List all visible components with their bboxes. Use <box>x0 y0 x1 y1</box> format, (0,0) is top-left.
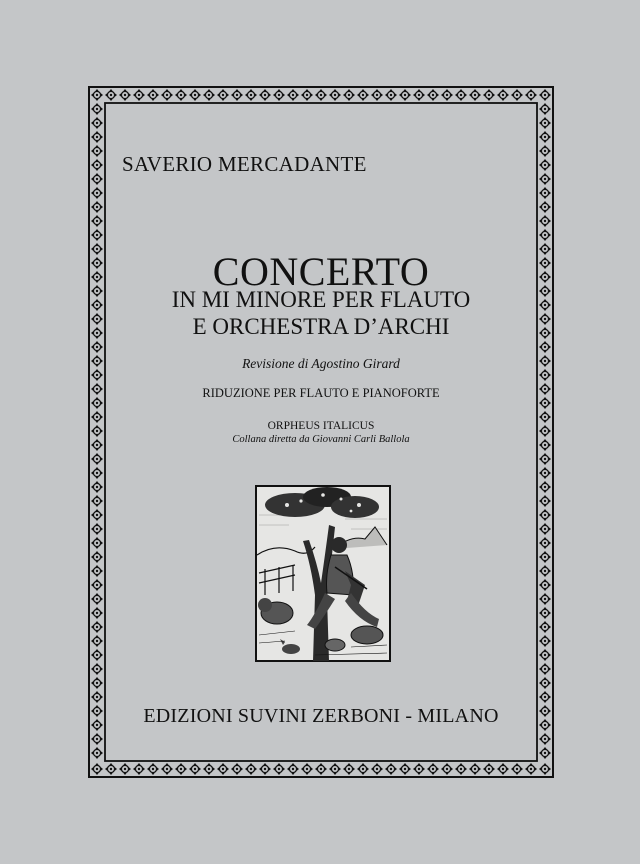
border-ornament <box>287 763 299 775</box>
border-ornament <box>539 691 551 703</box>
border-ornament <box>371 89 383 101</box>
border-ornament <box>91 173 103 185</box>
border-ornament <box>329 763 341 775</box>
border-ornament <box>441 763 453 775</box>
border-ornament <box>91 747 103 759</box>
border-ornament <box>539 89 551 101</box>
border-ornament <box>315 763 327 775</box>
border-ornament <box>91 145 103 157</box>
work-subtitle-line-1: IN MI MINORE PER FLAUTO <box>171 287 471 312</box>
border-ornament <box>133 763 145 775</box>
border-ornament <box>539 159 551 171</box>
border-ornament <box>91 509 103 521</box>
border-ornament <box>539 677 551 689</box>
border-ornament <box>189 763 201 775</box>
border-ornament <box>91 215 103 227</box>
border-ornament <box>91 467 103 479</box>
border-ornament <box>273 89 285 101</box>
border-ornament <box>525 763 537 775</box>
border-ornament <box>91 159 103 171</box>
border-ornament <box>91 635 103 647</box>
border-ornament <box>539 467 551 479</box>
border-ornament <box>91 537 103 549</box>
border-ornament <box>301 763 313 775</box>
border-ornament <box>413 89 425 101</box>
border-ornament <box>217 89 229 101</box>
border-ornament <box>371 763 383 775</box>
border-ornament <box>441 89 453 101</box>
border-ornament <box>539 649 551 661</box>
border-ornament <box>231 763 243 775</box>
border-ornament <box>455 89 467 101</box>
border-ornament <box>91 229 103 241</box>
woodcut-illustration <box>255 485 391 662</box>
border-ornament <box>91 733 103 745</box>
border-ornament <box>385 763 397 775</box>
border-ornament <box>91 201 103 213</box>
border-ornament <box>91 649 103 661</box>
border-ornament <box>91 565 103 577</box>
border-ornament <box>427 763 439 775</box>
border-ornament <box>539 229 551 241</box>
border-ornament <box>175 89 187 101</box>
reduction-note: RIDUZIONE PER FLAUTO E PIANOFORTE <box>202 386 440 400</box>
border-ornament <box>91 663 103 675</box>
publisher-imprint: EDIZIONI SUVINI ZERBONI - MILANO <box>143 705 499 727</box>
border-ornament <box>105 89 117 101</box>
border-ornament <box>301 89 313 101</box>
border-ornament <box>413 763 425 775</box>
border-ornament <box>539 763 551 775</box>
border-ornament <box>105 763 117 775</box>
border-ornament <box>399 763 411 775</box>
border-ornament <box>259 763 271 775</box>
border-ornament <box>539 733 551 745</box>
work-subtitle-line-2: E ORCHESTRA D’ARCHI <box>192 314 450 339</box>
border-ornament <box>245 89 257 101</box>
border-ornament <box>539 747 551 759</box>
border-ornament <box>539 523 551 535</box>
border-ornament <box>343 763 355 775</box>
border-ornament <box>539 103 551 115</box>
border-ornament <box>231 89 243 101</box>
border-ornament <box>273 763 285 775</box>
border-ornament <box>539 495 551 507</box>
border-ornament <box>539 565 551 577</box>
border-ornament <box>91 495 103 507</box>
ornamental-border <box>88 86 554 778</box>
border-ornament <box>91 89 103 101</box>
border-ornament <box>119 89 131 101</box>
border-ornament <box>539 201 551 213</box>
border-ornament <box>539 579 551 591</box>
border-ornament <box>91 453 103 465</box>
revision-credit: Revisione di Agostino Girard <box>242 356 400 371</box>
border-ornament <box>245 763 257 775</box>
border-ornament <box>539 593 551 605</box>
border-ornament <box>189 89 201 101</box>
border-ornament <box>315 89 327 101</box>
border-ornament <box>147 89 159 101</box>
border-ornament <box>91 621 103 633</box>
border-ornament <box>385 89 397 101</box>
border-ornament <box>161 763 173 775</box>
border-ornament <box>539 131 551 143</box>
border-ornament <box>497 763 509 775</box>
border-ornament <box>511 89 523 101</box>
work-title: CONCERTO <box>212 249 430 294</box>
border-ornament <box>91 593 103 605</box>
series-editor: Collana diretta da Giovanni Carli Ballola <box>232 434 410 445</box>
border-ornament <box>175 763 187 775</box>
border-ornament <box>539 635 551 647</box>
border-ornament <box>483 89 495 101</box>
border-ornament <box>539 621 551 633</box>
border-ornament <box>91 607 103 619</box>
border-ornament <box>525 89 537 101</box>
border-ornament <box>539 341 551 353</box>
border-ornament <box>329 89 341 101</box>
border-ornament <box>91 131 103 143</box>
border-ornament <box>91 523 103 535</box>
border-ornament <box>91 341 103 353</box>
border-ornament <box>539 173 551 185</box>
border-ornament <box>91 763 103 775</box>
border-ornament <box>539 551 551 563</box>
border-ornament <box>357 89 369 101</box>
border-ornament <box>539 537 551 549</box>
border-ornament <box>119 763 131 775</box>
border-ornament <box>133 89 145 101</box>
border-ornament <box>91 579 103 591</box>
border-ornament <box>539 607 551 619</box>
series-name: ORPHEUS ITALICUS <box>267 420 375 432</box>
border-ornament <box>511 763 523 775</box>
border-ornament <box>147 763 159 775</box>
border-ornament <box>539 215 551 227</box>
border-ornament <box>217 763 229 775</box>
border-ornament <box>539 117 551 129</box>
border-ornament <box>539 453 551 465</box>
border-ornament <box>259 89 271 101</box>
border-ornament <box>203 89 215 101</box>
border-ornament <box>91 187 103 199</box>
border-ornament <box>483 763 495 775</box>
border-ornament <box>497 89 509 101</box>
border-ornament <box>287 89 299 101</box>
border-ornament <box>91 551 103 563</box>
border-ornament <box>91 677 103 689</box>
border-ornament <box>91 691 103 703</box>
border-ornament <box>203 763 215 775</box>
border-ornament <box>539 509 551 521</box>
border-ornament <box>455 763 467 775</box>
border-ornament <box>539 145 551 157</box>
border-ornament <box>427 89 439 101</box>
border-ornament <box>539 187 551 199</box>
border-ornament <box>161 89 173 101</box>
composer-name: SAVERIO MERCADANTE <box>122 152 367 176</box>
border-ornament <box>91 117 103 129</box>
border-ornament <box>91 481 103 493</box>
border-ornament <box>357 763 369 775</box>
border-ornament <box>539 663 551 675</box>
border-ornament <box>469 763 481 775</box>
border-ornament <box>91 103 103 115</box>
border-ornament <box>399 89 411 101</box>
border-ornament <box>343 89 355 101</box>
border-ornament <box>469 89 481 101</box>
border-ornament <box>539 481 551 493</box>
